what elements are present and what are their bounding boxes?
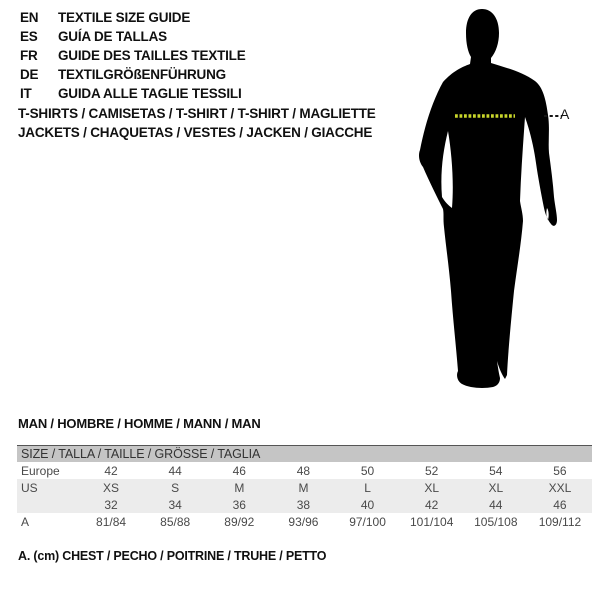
- language-row: [20, 46, 246, 65]
- language-code: DE: [20, 67, 39, 82]
- size-table-header-row: [17, 446, 592, 463]
- language-code: ES: [20, 29, 38, 44]
- table-cell: S: [171, 480, 180, 495]
- table-cell: XL: [424, 480, 440, 495]
- row-label: US: [21, 480, 38, 495]
- table-cell: 34: [168, 497, 182, 512]
- language-label: TEXTILE SIZE GUIDE: [58, 10, 191, 25]
- language-row: [20, 27, 246, 46]
- row-label: Europe: [21, 463, 60, 478]
- table-cell: 93/96: [288, 514, 319, 529]
- language-code: EN: [20, 10, 39, 25]
- table-cell: 32: [104, 497, 118, 512]
- category-tshirts: T-SHIRTS / CAMISETAS / T-SHIRT / T-SHIRT / MAGLIETTE: [18, 106, 376, 121]
- table-cell: XXL: [548, 480, 572, 495]
- category-list: [18, 105, 376, 142]
- table-cell: 36: [232, 497, 246, 512]
- table-cell: 38: [296, 497, 311, 512]
- table-cell: 89/92: [224, 514, 255, 529]
- row-label: A: [21, 514, 30, 529]
- table-row-us-numeric: [17, 496, 592, 513]
- man-silhouette-figure: [413, 5, 573, 395]
- table-cell: 101/104: [409, 514, 454, 529]
- table-cell: 52: [425, 463, 439, 478]
- table-cell: 109/112: [538, 514, 582, 529]
- measure-label-a: A: [560, 106, 570, 122]
- table-cell: 85/88: [160, 514, 191, 529]
- table-cell: M: [234, 480, 245, 495]
- language-list: [20, 8, 246, 103]
- row-label: [17, 496, 79, 513]
- table-cell: 48: [296, 463, 311, 478]
- table-cell: 97/100: [349, 514, 386, 529]
- language-code: IT: [20, 86, 32, 101]
- section-title-man: MAN / HOMBRE / HOMME / MANN / MAN: [18, 416, 261, 431]
- language-label: TEXTILGRÖßENFÜHRUNG: [58, 67, 226, 82]
- table-cell: 54: [489, 463, 503, 478]
- man-silhouette: [419, 9, 557, 388]
- table-cell: 42: [104, 463, 118, 478]
- language-label: GUIDE DES TAILLES TEXTILE: [58, 48, 246, 63]
- table-cell: 40: [360, 497, 375, 512]
- table-row-europe: [17, 462, 592, 479]
- table-cell: 44: [489, 497, 503, 512]
- table-cell: XS: [103, 480, 120, 495]
- language-row: [20, 8, 246, 27]
- category-jackets: JACKETS / CHAQUETAS / VESTES / JACKEN / GIACCHE: [18, 124, 373, 140]
- language-label: GUIDA ALLE TAGLIE TESSILI: [58, 86, 242, 101]
- table-cell: 50: [360, 463, 375, 478]
- language-row: [20, 84, 246, 103]
- table-cell: 105/108: [474, 514, 518, 529]
- table-cell: 42: [425, 497, 439, 512]
- table-row-chest-cm: [17, 513, 592, 530]
- table-cell: 56: [553, 463, 567, 478]
- table-cell: XL: [488, 480, 504, 495]
- language-label: GUÍA DE TALLAS: [58, 29, 167, 44]
- table-cell: L: [364, 480, 371, 495]
- table-cell: 46: [232, 463, 246, 478]
- language-row: [20, 65, 246, 84]
- table-cell: 44: [168, 463, 182, 478]
- size-table-header: SIZE / TALLA / TAILLE / GRÖSSE / TAGLIA: [17, 446, 592, 463]
- table-cell: 46: [553, 497, 567, 512]
- table-cell: M: [298, 480, 309, 495]
- size-table: [17, 445, 592, 530]
- table-row-us: [17, 479, 592, 496]
- measurement-footnote: A. (cm) CHEST / PECHO / POITRINE / TRUHE / PETTO: [18, 549, 327, 563]
- language-code: FR: [20, 48, 38, 63]
- table-cell: 81/84: [96, 514, 127, 529]
